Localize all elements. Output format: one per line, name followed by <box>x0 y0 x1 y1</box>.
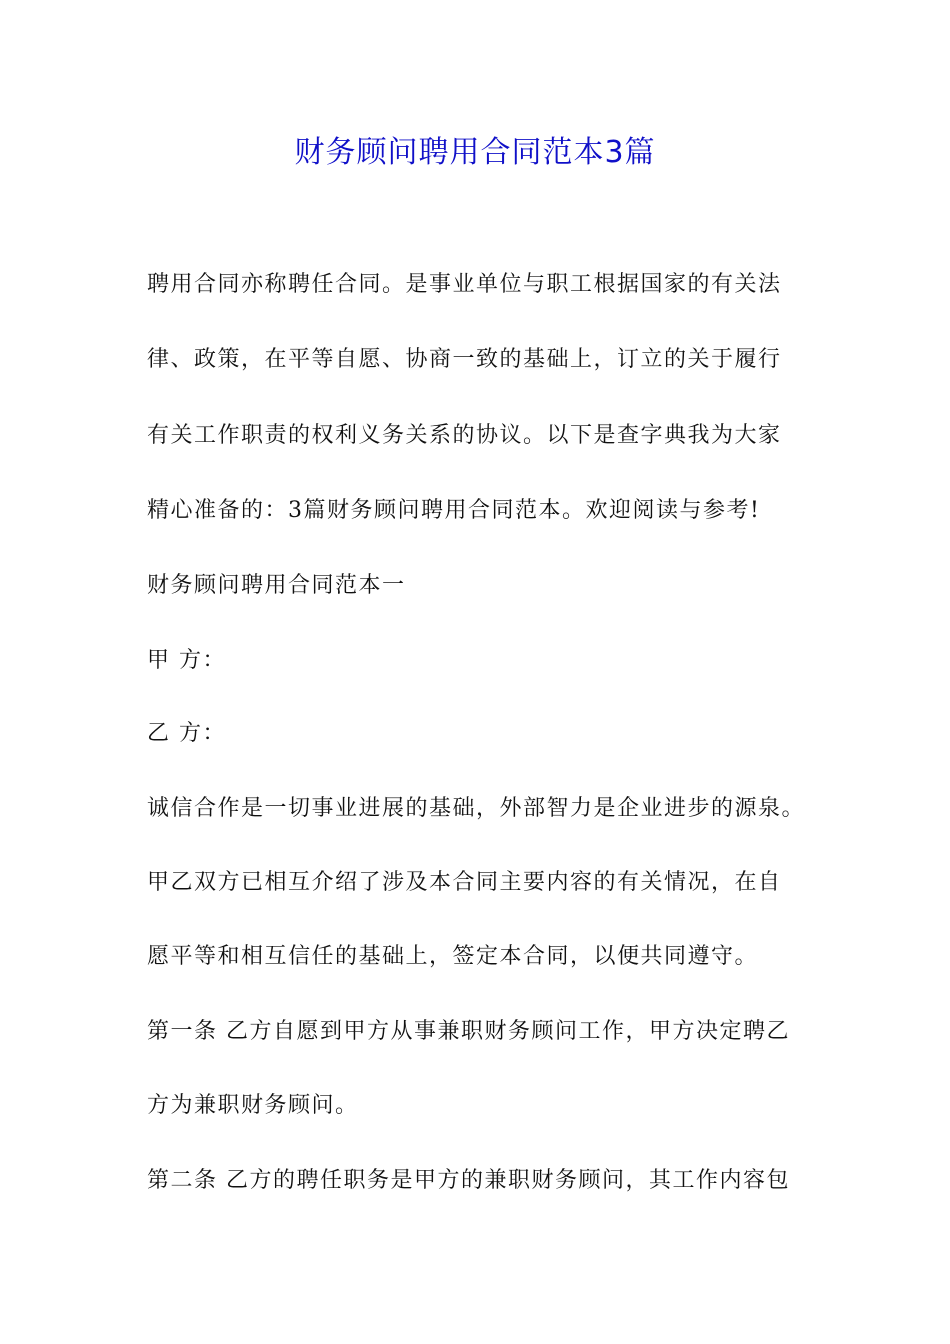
party-a-label: 甲 方： <box>147 648 226 673</box>
paragraph-line: 有关工作职责的权利义务关系的协议。以下是查字典我为大家 <box>147 423 782 448</box>
article-line: 第一条 乙方自愿到甲方从事兼职财务顾问工作，甲方决定聘乙 <box>147 1019 790 1044</box>
section-heading: 财务顾问聘用合同范本一 <box>147 573 406 598</box>
paragraph-line: 诚信合作是一切事业进展的基础，外部智力是企业进步的源泉。 <box>147 796 806 821</box>
paragraph-line: 律、政策，在平等自愿、协商一致的基础上，订立的关于履行 <box>147 347 782 372</box>
party-b-label: 乙 方： <box>147 721 226 746</box>
paragraph-line: 甲乙双方已相互介绍了涉及本合同主要内容的有关情况，在自 <box>147 870 782 895</box>
article-line: 方为兼职财务顾问。 <box>147 1093 359 1118</box>
article-line: 第二条 乙方的聘任职务是甲方的兼职财务顾问，其工作内容包 <box>147 1168 790 1193</box>
paragraph-line: 愿平等和相互信任的基础上，签定本合同，以便共同遵守。 <box>147 944 759 969</box>
document-title: 财务顾问聘用合同范本3篇 <box>294 135 656 170</box>
paragraph-line: 精心准备的：3篇财务顾问聘用合同范本。欢迎阅读与参考! <box>147 498 761 523</box>
paragraph-line: 聘用合同亦称聘任合同。是事业单位与职工根据国家的有关法 <box>147 272 782 297</box>
